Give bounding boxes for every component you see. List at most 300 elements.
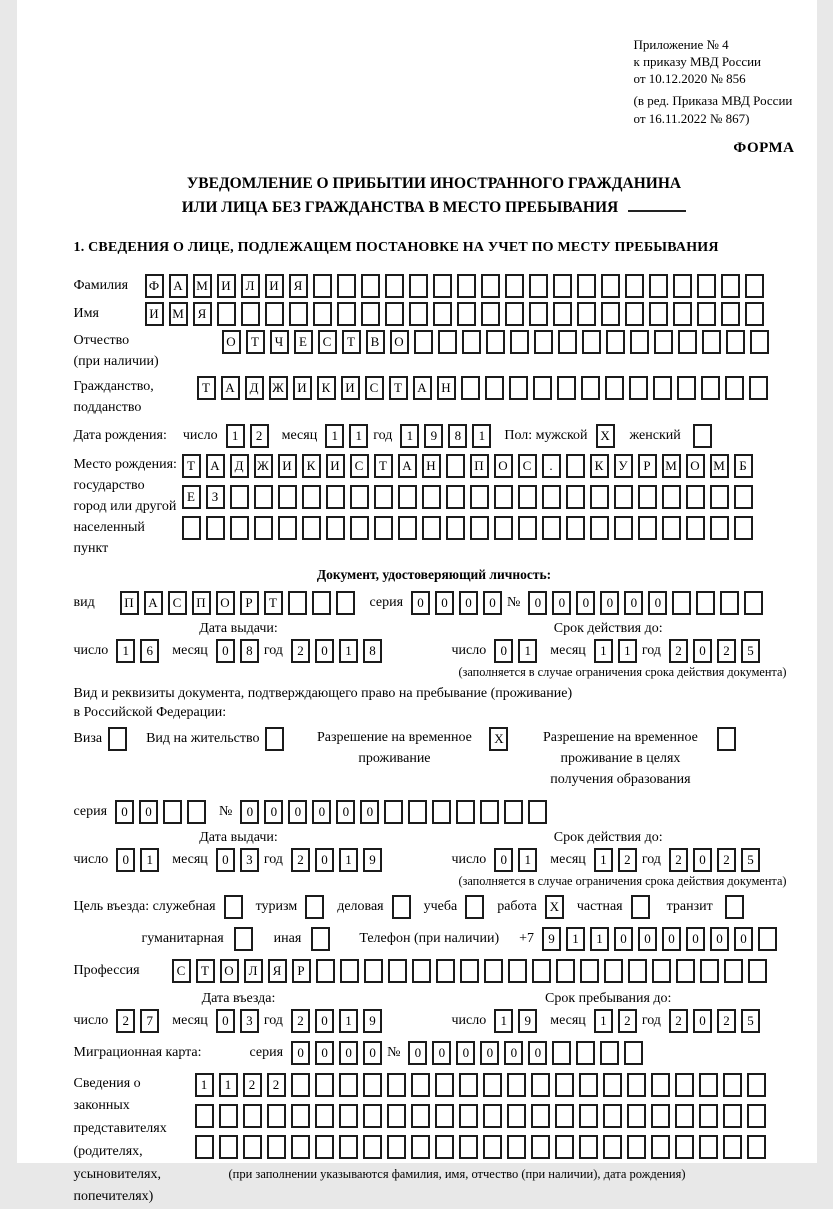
char-cell[interactable]: Я xyxy=(289,274,308,298)
char-cell[interactable]: 0 xyxy=(528,1041,547,1065)
purpose-work-checkbox[interactable]: X xyxy=(545,895,564,919)
char-cell[interactable] xyxy=(267,1104,286,1128)
char-cell[interactable] xyxy=(337,274,356,298)
char-cell[interactable] xyxy=(542,516,561,540)
char-cell[interactable]: 2 xyxy=(669,1009,688,1033)
char-cell[interactable] xyxy=(697,274,716,298)
char-cell[interactable] xyxy=(302,516,321,540)
char-cell[interactable]: И xyxy=(293,376,312,400)
char-cell[interactable] xyxy=(484,959,503,983)
char-cell[interactable] xyxy=(710,485,729,509)
char-cell[interactable]: Т xyxy=(342,330,361,354)
char-cell[interactable]: 0 xyxy=(408,1041,427,1065)
char-cell[interactable] xyxy=(326,485,345,509)
char-cell[interactable] xyxy=(411,1135,430,1159)
char-cell[interactable] xyxy=(339,1073,358,1097)
char-cell[interactable] xyxy=(662,516,681,540)
char-cell[interactable] xyxy=(726,330,745,354)
char-cell[interactable] xyxy=(673,274,692,298)
char-cell[interactable] xyxy=(555,1104,574,1128)
char-cell[interactable] xyxy=(459,1073,478,1097)
char-cell[interactable] xyxy=(579,1073,598,1097)
char-cell[interactable]: 0 xyxy=(435,591,454,615)
char-cell[interactable] xyxy=(494,485,513,509)
char-cell[interactable]: 0 xyxy=(686,927,705,951)
char-cell[interactable] xyxy=(422,485,441,509)
char-cell[interactable]: Р xyxy=(638,454,657,478)
char-cell[interactable] xyxy=(630,330,649,354)
char-cell[interactable]: 0 xyxy=(662,927,681,951)
char-cell[interactable] xyxy=(749,376,768,400)
char-cell[interactable]: 0 xyxy=(624,591,643,615)
char-cell[interactable] xyxy=(288,591,307,615)
char-cell[interactable] xyxy=(725,376,744,400)
char-cell[interactable]: М xyxy=(193,274,212,298)
char-cell[interactable] xyxy=(557,376,576,400)
char-cell[interactable] xyxy=(700,959,719,983)
char-cell[interactable] xyxy=(339,1135,358,1159)
purpose-transit-checkbox[interactable] xyxy=(725,895,744,919)
char-cell[interactable] xyxy=(254,485,273,509)
char-cell[interactable] xyxy=(528,800,547,824)
char-cell[interactable]: 0 xyxy=(710,927,729,951)
char-cell[interactable]: 2 xyxy=(618,1009,637,1033)
char-cell[interactable]: Т xyxy=(197,376,216,400)
char-cell[interactable] xyxy=(315,1135,334,1159)
char-cell[interactable]: 0 xyxy=(139,800,158,824)
temp-residence-checkbox[interactable]: X xyxy=(489,727,508,751)
char-cell[interactable] xyxy=(363,1104,382,1128)
char-cell[interactable] xyxy=(374,516,393,540)
char-cell[interactable] xyxy=(315,1104,334,1128)
char-cell[interactable]: 2 xyxy=(243,1073,262,1097)
char-cell[interactable]: А xyxy=(169,274,188,298)
char-cell[interactable]: 1 xyxy=(618,639,637,663)
char-cell[interactable]: У xyxy=(614,454,633,478)
char-cell[interactable] xyxy=(534,330,553,354)
char-cell[interactable]: 0 xyxy=(734,927,753,951)
char-cell[interactable]: 0 xyxy=(315,1009,334,1033)
char-cell[interactable]: 5 xyxy=(741,848,760,872)
char-cell[interactable] xyxy=(278,516,297,540)
char-cell[interactable] xyxy=(553,274,572,298)
char-cell[interactable] xyxy=(433,274,452,298)
char-cell[interactable] xyxy=(625,274,644,298)
char-cell[interactable]: Ф xyxy=(145,274,164,298)
char-cell[interactable] xyxy=(411,1104,430,1128)
char-cell[interactable]: 0 xyxy=(240,800,259,824)
char-cell[interactable]: Т xyxy=(182,454,201,478)
char-cell[interactable]: И xyxy=(326,454,345,478)
char-cell[interactable] xyxy=(745,274,764,298)
char-cell[interactable] xyxy=(747,1104,766,1128)
char-cell[interactable] xyxy=(675,1073,694,1097)
char-cell[interactable]: 0 xyxy=(576,591,595,615)
char-cell[interactable] xyxy=(361,274,380,298)
char-cell[interactable] xyxy=(553,302,572,326)
char-cell[interactable] xyxy=(243,1104,262,1128)
char-cell[interactable]: 1 xyxy=(339,639,358,663)
char-cell[interactable] xyxy=(509,376,528,400)
char-cell[interactable] xyxy=(326,516,345,540)
char-cell[interactable] xyxy=(702,330,721,354)
char-cell[interactable] xyxy=(278,485,297,509)
char-cell[interactable] xyxy=(699,1104,718,1128)
char-cell[interactable]: И xyxy=(145,302,164,326)
char-cell[interactable]: Я xyxy=(193,302,212,326)
char-cell[interactable] xyxy=(734,516,753,540)
purpose-tourism-checkbox[interactable] xyxy=(305,895,324,919)
char-cell[interactable] xyxy=(387,1135,406,1159)
char-cell[interactable] xyxy=(483,1104,502,1128)
char-cell[interactable]: 8 xyxy=(363,639,382,663)
char-cell[interactable]: Р xyxy=(240,591,259,615)
char-cell[interactable] xyxy=(747,1073,766,1097)
char-cell[interactable] xyxy=(590,485,609,509)
purpose-other-checkbox[interactable] xyxy=(311,927,330,951)
char-cell[interactable]: О xyxy=(686,454,705,478)
char-cell[interactable]: О xyxy=(222,330,241,354)
char-cell[interactable] xyxy=(435,1073,454,1097)
char-cell[interactable]: М xyxy=(662,454,681,478)
char-cell[interactable] xyxy=(678,330,697,354)
char-cell[interactable]: 5 xyxy=(741,639,760,663)
char-cell[interactable]: Е xyxy=(182,485,201,509)
char-cell[interactable] xyxy=(533,376,552,400)
char-cell[interactable] xyxy=(606,330,625,354)
char-cell[interactable] xyxy=(505,274,524,298)
char-cell[interactable]: С xyxy=(350,454,369,478)
char-cell[interactable] xyxy=(531,1073,550,1097)
char-cell[interactable] xyxy=(699,1135,718,1159)
char-cell[interactable]: П xyxy=(470,454,489,478)
char-cell[interactable] xyxy=(480,800,499,824)
char-cell[interactable]: З xyxy=(206,485,225,509)
char-cell[interactable] xyxy=(241,302,260,326)
char-cell[interactable] xyxy=(629,376,648,400)
char-cell[interactable] xyxy=(316,959,335,983)
char-cell[interactable] xyxy=(291,1135,310,1159)
char-cell[interactable]: О xyxy=(390,330,409,354)
char-cell[interactable] xyxy=(529,302,548,326)
char-cell[interactable] xyxy=(566,516,585,540)
char-cell[interactable] xyxy=(605,376,624,400)
char-cell[interactable] xyxy=(723,1104,742,1128)
char-cell[interactable]: 9 xyxy=(518,1009,537,1033)
char-cell[interactable]: 0 xyxy=(336,800,355,824)
char-cell[interactable] xyxy=(581,376,600,400)
char-cell[interactable] xyxy=(446,454,465,478)
char-cell[interactable] xyxy=(339,1104,358,1128)
char-cell[interactable] xyxy=(206,516,225,540)
char-cell[interactable]: А xyxy=(144,591,163,615)
char-cell[interactable]: Т xyxy=(246,330,265,354)
char-cell[interactable] xyxy=(614,485,633,509)
char-cell[interactable] xyxy=(363,1135,382,1159)
char-cell[interactable]: 2 xyxy=(618,848,637,872)
char-cell[interactable]: 8 xyxy=(240,639,259,663)
char-cell[interactable] xyxy=(577,274,596,298)
char-cell[interactable]: 1 xyxy=(325,424,344,448)
char-cell[interactable] xyxy=(267,1135,286,1159)
char-cell[interactable]: 7 xyxy=(140,1009,159,1033)
char-cell[interactable]: 9 xyxy=(542,927,561,951)
char-cell[interactable] xyxy=(414,330,433,354)
char-cell[interactable] xyxy=(387,1073,406,1097)
char-cell[interactable] xyxy=(627,1135,646,1159)
char-cell[interactable] xyxy=(315,1073,334,1097)
char-cell[interactable]: 3 xyxy=(240,848,259,872)
char-cell[interactable]: 0 xyxy=(315,1041,334,1065)
char-cell[interactable]: Ж xyxy=(269,376,288,400)
char-cell[interactable] xyxy=(686,485,705,509)
char-cell[interactable] xyxy=(436,959,455,983)
char-cell[interactable]: Ж xyxy=(254,454,273,478)
char-cell[interactable]: 0 xyxy=(614,927,633,951)
char-cell[interactable] xyxy=(433,302,452,326)
char-cell[interactable]: 2 xyxy=(267,1073,286,1097)
char-cell[interactable] xyxy=(697,302,716,326)
char-cell[interactable] xyxy=(532,959,551,983)
char-cell[interactable] xyxy=(363,1073,382,1097)
char-cell[interactable]: И xyxy=(265,274,284,298)
char-cell[interactable] xyxy=(446,485,465,509)
char-cell[interactable]: 0 xyxy=(115,800,134,824)
char-cell[interactable]: 0 xyxy=(312,800,331,824)
char-cell[interactable]: 1 xyxy=(518,848,537,872)
char-cell[interactable]: 0 xyxy=(216,1009,235,1033)
purpose-business-checkbox[interactable] xyxy=(392,895,411,919)
char-cell[interactable]: К xyxy=(302,454,321,478)
char-cell[interactable] xyxy=(566,485,585,509)
char-cell[interactable] xyxy=(461,376,480,400)
char-cell[interactable]: 1 xyxy=(226,424,245,448)
char-cell[interactable]: Н xyxy=(437,376,456,400)
char-cell[interactable] xyxy=(723,1135,742,1159)
char-cell[interactable] xyxy=(614,516,633,540)
char-cell[interactable]: Н xyxy=(422,454,441,478)
char-cell[interactable] xyxy=(758,927,777,951)
char-cell[interactable] xyxy=(720,591,739,615)
char-cell[interactable]: К xyxy=(317,376,336,400)
char-cell[interactable] xyxy=(387,1104,406,1128)
char-cell[interactable] xyxy=(388,959,407,983)
char-cell[interactable] xyxy=(558,330,577,354)
char-cell[interactable] xyxy=(577,302,596,326)
char-cell[interactable] xyxy=(653,376,672,400)
char-cell[interactable]: П xyxy=(120,591,139,615)
char-cell[interactable] xyxy=(531,1135,550,1159)
char-cell[interactable] xyxy=(422,516,441,540)
char-cell[interactable]: 5 xyxy=(741,1009,760,1033)
purpose-private-checkbox[interactable] xyxy=(631,895,650,919)
char-cell[interactable] xyxy=(507,1104,526,1128)
char-cell[interactable] xyxy=(230,516,249,540)
char-cell[interactable]: 2 xyxy=(291,639,310,663)
char-cell[interactable] xyxy=(457,274,476,298)
char-cell[interactable] xyxy=(579,1104,598,1128)
char-cell[interactable]: 0 xyxy=(693,1009,712,1033)
char-cell[interactable] xyxy=(651,1073,670,1097)
char-cell[interactable] xyxy=(409,274,428,298)
char-cell[interactable]: 3 xyxy=(240,1009,259,1033)
char-cell[interactable]: 0 xyxy=(693,639,712,663)
char-cell[interactable] xyxy=(219,1135,238,1159)
char-cell[interactable] xyxy=(531,1104,550,1128)
char-cell[interactable] xyxy=(398,516,417,540)
char-cell[interactable] xyxy=(187,800,206,824)
char-cell[interactable] xyxy=(254,516,273,540)
char-cell[interactable] xyxy=(411,1073,430,1097)
char-cell[interactable] xyxy=(529,274,548,298)
char-cell[interactable]: 1 xyxy=(594,639,613,663)
char-cell[interactable] xyxy=(651,1135,670,1159)
char-cell[interactable] xyxy=(195,1135,214,1159)
char-cell[interactable] xyxy=(459,1135,478,1159)
char-cell[interactable]: С xyxy=(318,330,337,354)
char-cell[interactable] xyxy=(677,376,696,400)
char-cell[interactable]: 1 xyxy=(594,1009,613,1033)
char-cell[interactable]: 0 xyxy=(116,848,135,872)
char-cell[interactable]: 0 xyxy=(693,848,712,872)
char-cell[interactable] xyxy=(219,1104,238,1128)
char-cell[interactable] xyxy=(364,959,383,983)
char-cell[interactable]: Т xyxy=(374,454,393,478)
char-cell[interactable]: 0 xyxy=(216,639,235,663)
char-cell[interactable] xyxy=(675,1104,694,1128)
char-cell[interactable] xyxy=(313,302,332,326)
char-cell[interactable]: 1 xyxy=(349,424,368,448)
char-cell[interactable] xyxy=(508,959,527,983)
char-cell[interactable] xyxy=(336,591,355,615)
char-cell[interactable] xyxy=(486,330,505,354)
char-cell[interactable] xyxy=(654,330,673,354)
char-cell[interactable]: К xyxy=(590,454,609,478)
char-cell[interactable] xyxy=(385,274,404,298)
char-cell[interactable] xyxy=(676,959,695,983)
char-cell[interactable] xyxy=(291,1104,310,1128)
char-cell[interactable]: Ч xyxy=(270,330,289,354)
char-cell[interactable]: 0 xyxy=(315,639,334,663)
char-cell[interactable]: 1 xyxy=(400,424,419,448)
char-cell[interactable]: Л xyxy=(241,274,260,298)
char-cell[interactable] xyxy=(701,376,720,400)
char-cell[interactable]: 0 xyxy=(552,591,571,615)
char-cell[interactable]: С xyxy=(365,376,384,400)
char-cell[interactable] xyxy=(747,1135,766,1159)
char-cell[interactable] xyxy=(361,302,380,326)
char-cell[interactable] xyxy=(485,376,504,400)
char-cell[interactable]: И xyxy=(341,376,360,400)
char-cell[interactable] xyxy=(675,1135,694,1159)
char-cell[interactable]: 0 xyxy=(360,800,379,824)
char-cell[interactable]: 2 xyxy=(291,848,310,872)
char-cell[interactable] xyxy=(625,302,644,326)
char-cell[interactable] xyxy=(721,302,740,326)
char-cell[interactable] xyxy=(627,1104,646,1128)
char-cell[interactable]: 2 xyxy=(116,1009,135,1033)
char-cell[interactable] xyxy=(374,485,393,509)
char-cell[interactable] xyxy=(555,1135,574,1159)
char-cell[interactable] xyxy=(518,485,537,509)
char-cell[interactable]: . xyxy=(542,454,561,478)
char-cell[interactable] xyxy=(723,1073,742,1097)
permit-checkbox[interactable] xyxy=(265,727,284,751)
char-cell[interactable]: Я xyxy=(268,959,287,983)
char-cell[interactable] xyxy=(446,516,465,540)
sex-male-checkbox[interactable]: X xyxy=(596,424,615,448)
char-cell[interactable] xyxy=(566,454,585,478)
char-cell[interactable] xyxy=(603,1104,622,1128)
char-cell[interactable]: С xyxy=(518,454,537,478)
char-cell[interactable] xyxy=(182,516,201,540)
char-cell[interactable] xyxy=(744,591,763,615)
char-cell[interactable] xyxy=(724,959,743,983)
char-cell[interactable] xyxy=(505,302,524,326)
char-cell[interactable]: Р xyxy=(292,959,311,983)
char-cell[interactable] xyxy=(350,485,369,509)
sex-female-checkbox[interactable] xyxy=(693,424,712,448)
char-cell[interactable]: 1 xyxy=(590,927,609,951)
char-cell[interactable]: М xyxy=(169,302,188,326)
char-cell[interactable]: 8 xyxy=(448,424,467,448)
char-cell[interactable] xyxy=(624,1041,643,1065)
char-cell[interactable]: 2 xyxy=(717,848,736,872)
char-cell[interactable] xyxy=(313,274,332,298)
char-cell[interactable] xyxy=(590,516,609,540)
char-cell[interactable] xyxy=(408,800,427,824)
char-cell[interactable] xyxy=(312,591,331,615)
char-cell[interactable]: Д xyxy=(245,376,264,400)
char-cell[interactable]: 6 xyxy=(140,639,159,663)
char-cell[interactable]: 0 xyxy=(339,1041,358,1065)
char-cell[interactable]: 9 xyxy=(363,848,382,872)
char-cell[interactable] xyxy=(510,330,529,354)
char-cell[interactable] xyxy=(483,1073,502,1097)
char-cell[interactable] xyxy=(462,330,481,354)
char-cell[interactable]: 0 xyxy=(456,1041,475,1065)
char-cell[interactable] xyxy=(750,330,769,354)
char-cell[interactable] xyxy=(710,516,729,540)
char-cell[interactable] xyxy=(651,1104,670,1128)
char-cell[interactable]: 1 xyxy=(594,848,613,872)
edu-residence-checkbox[interactable] xyxy=(717,727,736,751)
char-cell[interactable] xyxy=(748,959,767,983)
char-cell[interactable]: 0 xyxy=(528,591,547,615)
char-cell[interactable]: 1 xyxy=(494,1009,513,1033)
char-cell[interactable]: 0 xyxy=(648,591,667,615)
char-cell[interactable] xyxy=(507,1073,526,1097)
char-cell[interactable]: 0 xyxy=(432,1041,451,1065)
char-cell[interactable]: Б xyxy=(734,454,753,478)
char-cell[interactable] xyxy=(435,1104,454,1128)
char-cell[interactable]: 0 xyxy=(291,1041,310,1065)
char-cell[interactable]: Д xyxy=(230,454,249,478)
char-cell[interactable] xyxy=(686,516,705,540)
char-cell[interactable]: 1 xyxy=(339,1009,358,1033)
char-cell[interactable] xyxy=(580,959,599,983)
char-cell[interactable]: Е xyxy=(294,330,313,354)
char-cell[interactable]: 2 xyxy=(669,848,688,872)
char-cell[interactable] xyxy=(601,302,620,326)
char-cell[interactable]: Т xyxy=(196,959,215,983)
char-cell[interactable] xyxy=(163,800,182,824)
char-cell[interactable] xyxy=(337,302,356,326)
char-cell[interactable] xyxy=(604,959,623,983)
char-cell[interactable] xyxy=(230,485,249,509)
char-cell[interactable]: Т xyxy=(264,591,283,615)
char-cell[interactable]: 2 xyxy=(717,639,736,663)
